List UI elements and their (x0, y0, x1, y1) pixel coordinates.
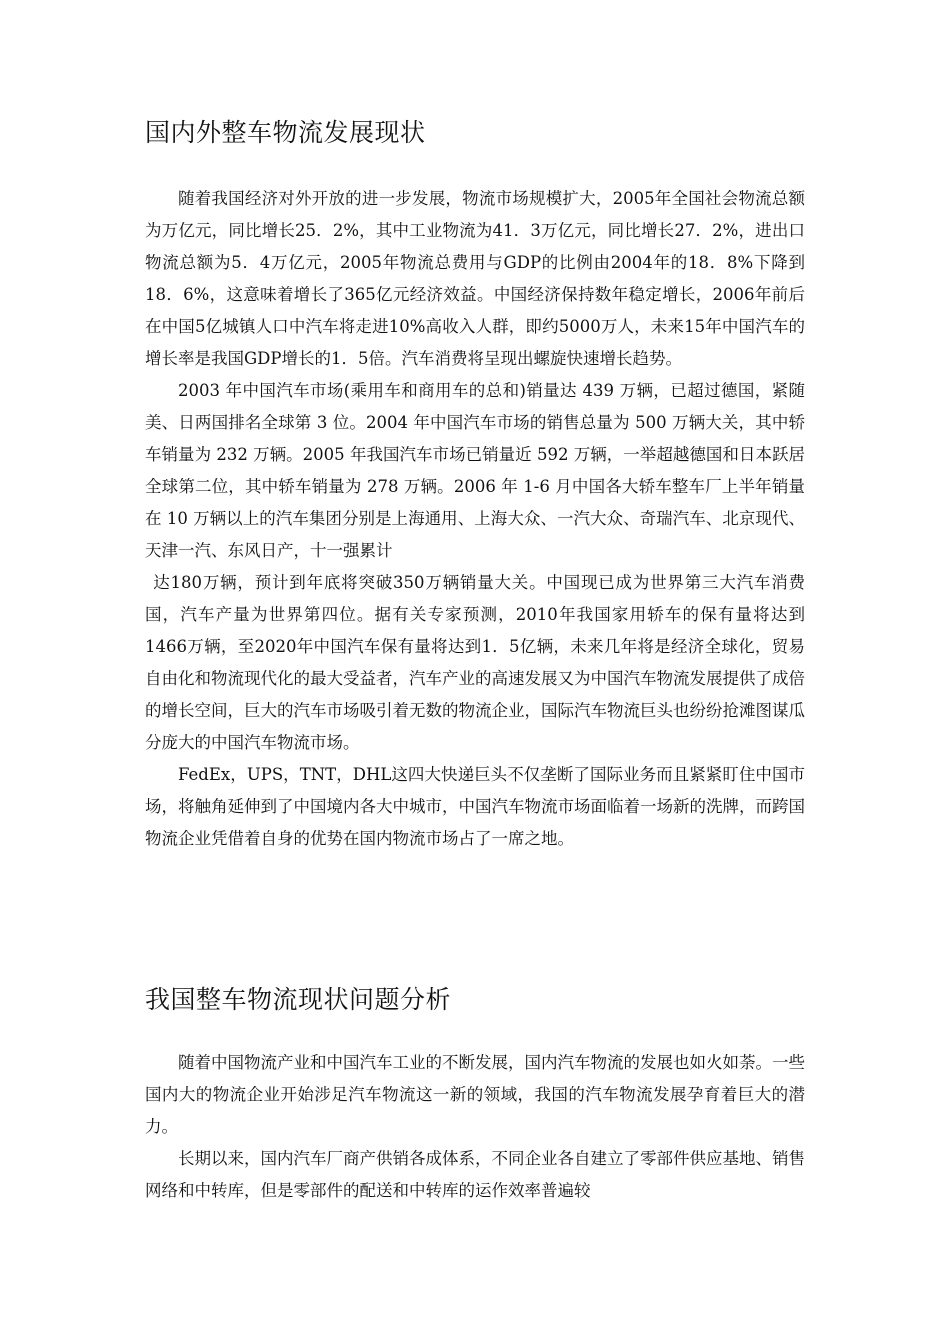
section-heading-domestic-foreign-status: 国内外整车物流发展现状 (145, 118, 426, 147)
section-heading-problem-analysis: 我国整车物流现状问题分析 (145, 985, 452, 1014)
paragraph: 长期以来，国内汽车厂商产供销各成体系，不同企业各自建立了零部件供应基地、销售网络和中转库，但是零部件的配送和中转库的运作效率普遍较 (145, 1149, 805, 1200)
paragraph: FedEx，UPS，TNT，DHL这四大快递巨头不仅垄断了国际业务而且紧紧盯住中国市场，将触角延伸到了中国境内各大中城市，中国汽车物流市场面临着一场新的洗牌，而跨国物流企业凭借着自身的优势在国内物流市场占了一席之地。 (145, 765, 805, 848)
paragraph: 随着中国物流产业和中国汽车工业的不断发展，国内汽车物流的发展也如火如荼。一些国内大的物流企业开始涉足汽车物流这一新的领域，我国的汽车物流发展孕育着巨大的潜力。 (145, 1053, 805, 1136)
section-body-problem-analysis (145, 1047, 805, 1207)
paragraph: 2003 年中国汽车市场(乘用车和商用车的总和)销量达 439 万辆，已超过德国，紧随美、日两国排名全球第 3 位。2004 年中国汽车市场的销售总量为 500 万辆大关，其中轿车销量为 232 万辆。2005 年我国汽车市场已销量近 592 万辆，一举超越德国和日本跃居全球第二位，其中轿车销量为 278 万辆。2006 年 1-6 月中国各大轿车整车厂上半年销量在 10 万辆以上的汽车集团分别是上海通用、上海大众、一汽大众、奇瑞汽车、北京现代、天津一汽、东风日产，十一强累计 (145, 381, 805, 560)
paragraph: 随着我国经济对外开放的进一步发展，物流市场规模扩大，2005年全国社会物流总额为万亿元，同比增长25．2%，其中工业物流为41．3万亿元，同比增长27．2%，进出口物流总额为5．4万亿元，2005年物流总费用与GDP的比例由2004年的18．8%下降到18．6%，这意味着增长了365亿元经济效益。中国经济保持数年稳定增长，2006年前后在中国5亿城镇人口中汽车将走进10%高收入人群，即约5000万人，未来15年中国汽车的增长率是我国GDP增长的1．5倍。汽车消费将呈现出螺旋快速增长趋势。 (145, 189, 805, 368)
section-body-domestic-foreign-status (145, 183, 805, 855)
paragraph: 达180万辆，预计到年底将突破350万辆销量大关。中国现已成为世界第三大汽车消费国，汽车产量为世界第四位。据有关专家预测，2010年我国家用轿车的保有量将达到1466万辆，至2020年中国汽车保有量将达到1．5亿辆，未来几年将是经济全球化，贸易自由化和物流现代化的最大受益者，汽车产业的高速发展又为中国汽车物流发展提供了成倍的增长空间，巨大的汽车市场吸引着无数的物流企业，国际汽车物流巨头也纷纷抢滩图谋瓜分庞大的中国汽车物流市场。 (145, 573, 805, 752)
